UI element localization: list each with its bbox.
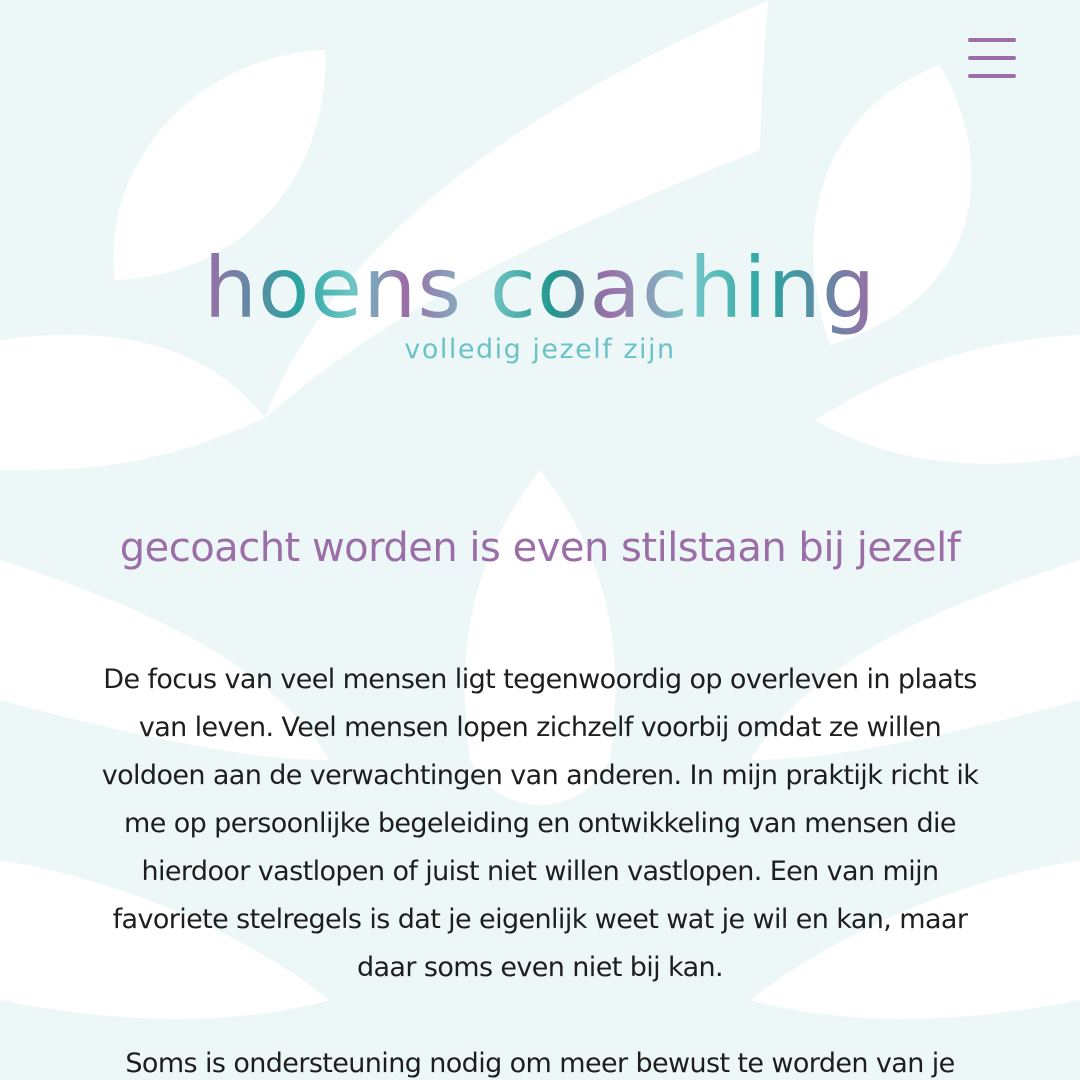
logo-wordmark: hoens coaching — [203, 239, 877, 337]
logo-tagline: volledig jezelf zijn — [404, 334, 676, 365]
site-logo[interactable] — [0, 240, 1080, 368]
page-headline: gecoacht worden is even stilstaan bij jezelf — [119, 525, 961, 571]
intro-section — [100, 518, 980, 1080]
hamburger-menu-icon-line — [968, 74, 1016, 78]
intro-paragraph: Soms is ondersteuning nodig om meer bewust te worden van je — [125, 1048, 955, 1079]
hamburger-menu-button[interactable] — [966, 36, 1018, 80]
hamburger-menu-icon-line — [968, 38, 1016, 42]
hamburger-menu-icon-line — [968, 56, 1016, 60]
intro-paragraph: De focus van veel mensen ligt tegenwoordig op overleven in plaats van leven. Veel mensen lopen zichzelf voorbij omdat ze willen voldoen aan de verwachtingen van anderen. In mijn praktijk richt ik me op persoonlijke begeleiding en ontwikkeling van mensen die hierdoor vastlopen of juist niet willen vastlopen. Een van mijn favoriete stelregels is dat je eigenlijk weet wat je wil en kan, maar daar soms even niet bij kan. — [101, 664, 979, 983]
